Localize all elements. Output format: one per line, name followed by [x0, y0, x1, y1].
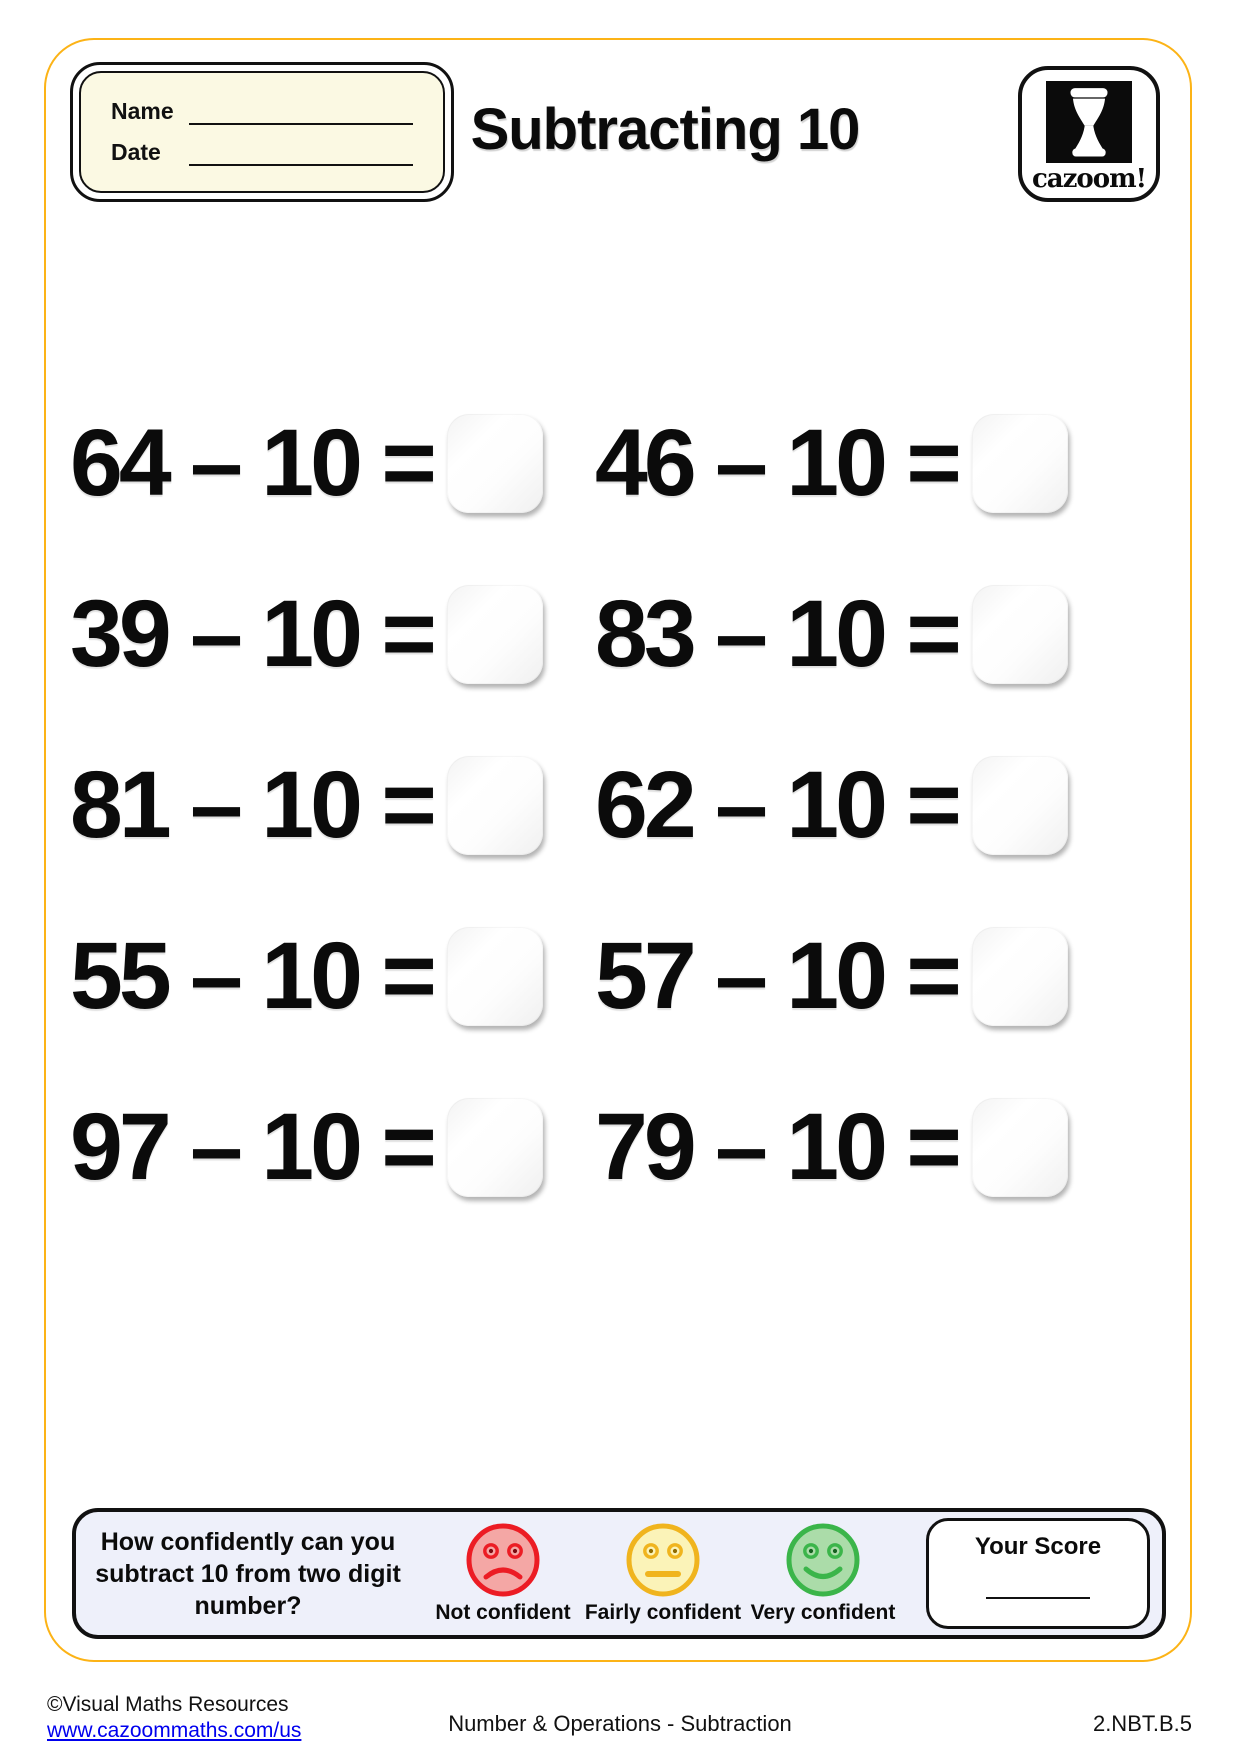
- answer-box[interactable]: [972, 756, 1068, 855]
- answer-box[interactable]: [972, 1098, 1068, 1197]
- problems-grid: [70, 378, 1170, 1233]
- problem-expression: 39 – 10 =: [70, 581, 433, 687]
- page-title: Subtracting 10: [470, 97, 860, 162]
- score-box: [926, 1518, 1150, 1629]
- problem-64-10: [70, 410, 595, 516]
- option-not-confident[interactable]: [428, 1522, 578, 1625]
- footer-copyright: ©Visual Maths Resources: [47, 1693, 289, 1716]
- problem-39-10: [70, 581, 595, 687]
- option-very-confident[interactable]: [748, 1522, 898, 1625]
- problem-79-10: [595, 1094, 1170, 1200]
- problem-expression: 79 – 10 =: [595, 1094, 958, 1200]
- problem-83-10: [595, 581, 1170, 687]
- option-label: Fairly confident: [584, 1601, 742, 1624]
- name-input-line[interactable]: [189, 99, 413, 125]
- name-date-box: [70, 62, 454, 202]
- answer-box[interactable]: [447, 414, 543, 513]
- answer-box[interactable]: [972, 414, 1068, 513]
- problem-expression: 97 – 10 =: [70, 1094, 433, 1200]
- problem-97-10: [70, 1094, 595, 1200]
- date-input-line[interactable]: [189, 140, 413, 166]
- problem-46-10: [595, 410, 1170, 516]
- cazoom-logo: [1018, 66, 1160, 202]
- problem-expression: 83 – 10 =: [595, 581, 958, 687]
- problem-expression: 62 – 10 =: [595, 752, 958, 858]
- djembe-drum-icon: [1046, 81, 1132, 163]
- sad-face-icon: [465, 1522, 541, 1598]
- logo-wordmark: cazoom!: [1031, 164, 1147, 194]
- footer-link[interactable]: www.cazoommaths.com/us: [47, 1718, 302, 1742]
- problem-expression: 64 – 10 =: [70, 410, 433, 516]
- score-title: Your Score: [974, 1533, 1102, 1560]
- footer-standard-code: 2.NBT.B.5: [1092, 1711, 1192, 1736]
- problem-55-10: [70, 923, 595, 1029]
- answer-box[interactable]: [447, 585, 543, 684]
- problem-expression: 46 – 10 =: [595, 410, 958, 516]
- option-label: Not confident: [435, 1601, 571, 1624]
- confidence-question: How confidently can you subtract 10 from two digit number?: [95, 1527, 401, 1620]
- confidence-options: [428, 1522, 898, 1625]
- problem-expression: 57 – 10 =: [595, 923, 958, 1029]
- happy-face-icon: [785, 1522, 861, 1598]
- answer-box[interactable]: [972, 585, 1068, 684]
- confidence-panel: [72, 1508, 1166, 1639]
- problem-expression: 55 – 10 =: [70, 923, 433, 1029]
- name-date-box-inner: [79, 71, 445, 193]
- neutral-face-icon: [625, 1522, 701, 1598]
- date-label: Date: [111, 139, 161, 165]
- problem-57-10: [595, 923, 1170, 1029]
- name-label: Name: [111, 98, 174, 124]
- answer-box[interactable]: [447, 927, 543, 1026]
- answer-box[interactable]: [447, 756, 543, 855]
- problem-62-10: [595, 752, 1170, 858]
- answer-box[interactable]: [972, 927, 1068, 1026]
- problem-expression: 81 – 10 =: [70, 752, 433, 858]
- option-label: Very confident: [750, 1601, 896, 1624]
- problem-81-10: [70, 752, 595, 858]
- footer-category: Number & Operations - Subtraction: [448, 1711, 792, 1736]
- answer-box[interactable]: [447, 1098, 543, 1197]
- score-input-line[interactable]: [986, 1561, 1090, 1599]
- option-fairly-confident[interactable]: [584, 1522, 742, 1625]
